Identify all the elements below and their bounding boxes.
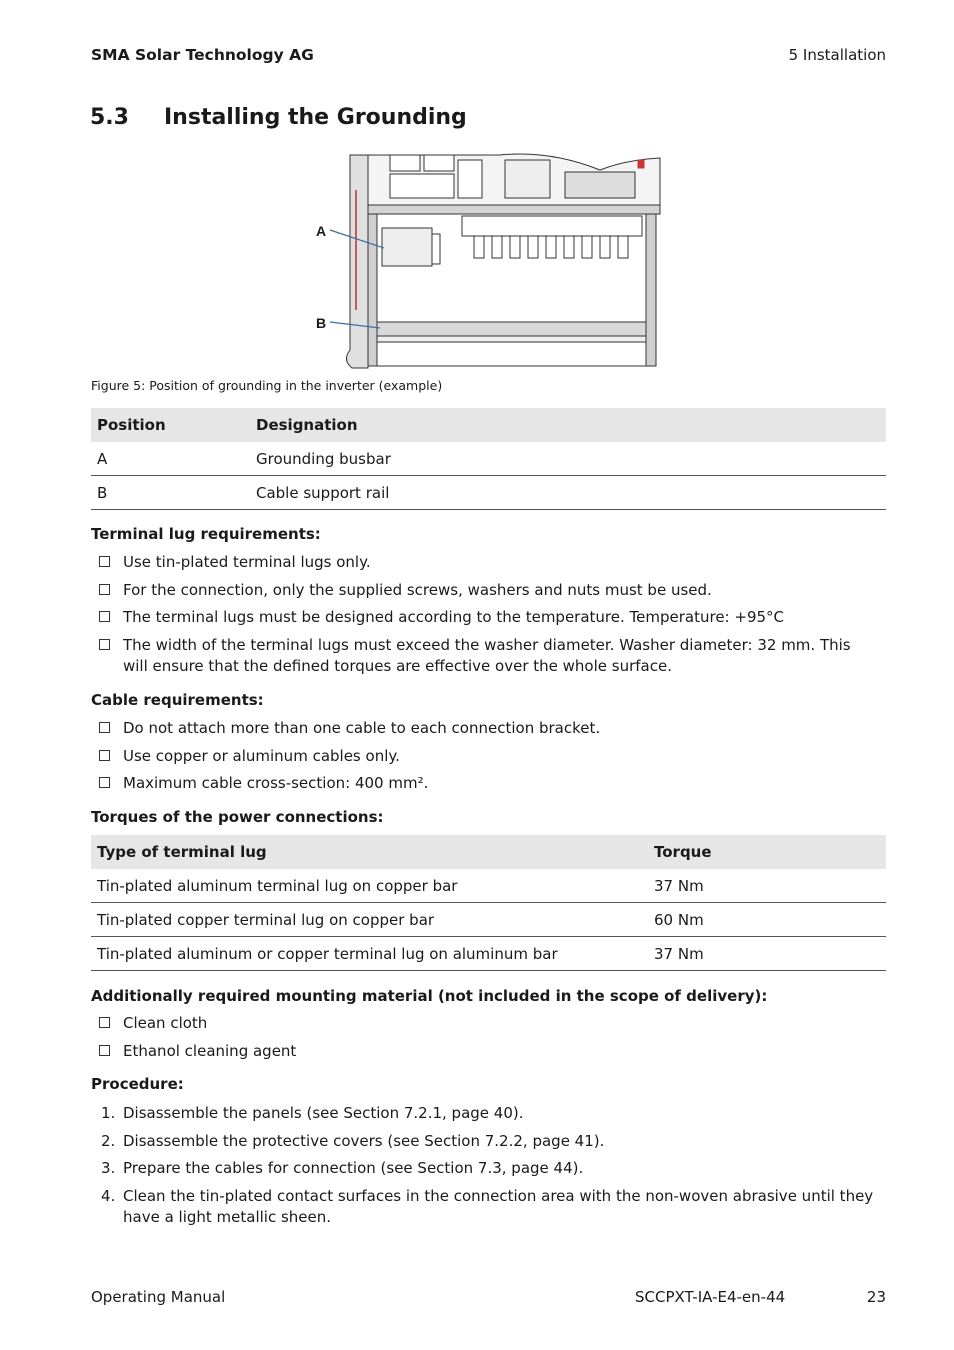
checkbox-icon (99, 777, 110, 788)
procedure-steps (99, 1103, 879, 1234)
checkbox-icon (99, 584, 110, 595)
table-cell: Tin-plated aluminum or copper terminal lug on aluminum bar (91, 937, 648, 971)
checkbox-icon (99, 722, 110, 733)
figure-label-a: A (316, 223, 327, 239)
table-row (91, 869, 886, 903)
table-cell: Cable support rail (250, 476, 886, 510)
table-cell: 37 Nm (648, 937, 886, 971)
table-cell: Tin-plated copper terminal lug on copper bar (91, 903, 648, 937)
inverter-grounding-figure (316, 150, 665, 372)
checkbox-icon (99, 1017, 110, 1028)
list-item: Use copper or aluminum cables only. (99, 746, 879, 767)
checkbox-icon (99, 611, 110, 622)
header-chapter: 5 Installation (788, 46, 886, 64)
position-table (91, 408, 886, 510)
checkbox-icon (99, 750, 110, 761)
table-cell: B (91, 476, 250, 510)
header-company: SMA Solar Technology AG (91, 46, 314, 64)
list-item: Clean cloth (99, 1013, 879, 1034)
list-item: Do not attach more than one cable to each connection bracket. (99, 718, 879, 739)
table-header: Position (91, 408, 250, 442)
terminal-lug-list (99, 552, 879, 683)
list-item: Use tin-plated terminal lugs only. (99, 552, 879, 573)
torques-table (91, 835, 886, 971)
table-row (91, 937, 886, 971)
terminal-lug-heading: Terminal lug requirements: (91, 525, 321, 543)
figure-label-b: B (316, 315, 327, 331)
table-cell: 37 Nm (648, 869, 886, 903)
list-item: 1. Disassemble the panels (see Section 7.2.1, page 40). (101, 1104, 524, 1122)
table-header-row (91, 408, 886, 442)
footer-page-number: 23 (866, 1288, 886, 1306)
checkbox-icon (99, 639, 110, 650)
list-item: 4. Clean the tin-plated contact surfaces in the connection area with the non-woven abrasive until they have a light metallic sheen. (101, 1186, 874, 1226)
material-list (99, 1013, 879, 1068)
footer-manual: Operating Manual (91, 1288, 226, 1306)
list-item: 3. Prepare the cables for connection (see Section 7.3, page 44). (101, 1159, 584, 1177)
list-item: For the connection, only the supplied screws, washers and nuts must be used. (99, 580, 879, 601)
table-header: Type of terminal lug (91, 835, 648, 869)
table-header: Designation (250, 408, 886, 442)
cable-list (99, 718, 879, 801)
checkbox-icon (99, 556, 110, 567)
table-header: Torque (648, 835, 886, 869)
table-cell: Tin-plated aluminum terminal lug on copper bar (91, 869, 648, 903)
list-item: 2. Disassemble the protective covers (see Section 7.2.2, page 41). (101, 1131, 605, 1150)
list-item: Ethanol cleaning agent (99, 1041, 879, 1062)
table-row (91, 442, 886, 476)
table-cell: 60 Nm (648, 903, 886, 937)
table-cell: A (91, 442, 250, 476)
figure-caption: Figure 5: Position of grounding in the inverter (example) (91, 378, 443, 393)
section-title: Installing the Grounding (164, 105, 467, 130)
checkbox-icon (99, 1045, 110, 1056)
section-number: 5.3 (90, 105, 129, 130)
table-cell: Grounding busbar (250, 442, 886, 476)
procedure-heading: Procedure: (91, 1075, 184, 1093)
cable-heading: Cable requirements: (91, 691, 264, 709)
table-header-row (91, 835, 886, 869)
footer-doc-id: SCCPXT-IA-E4-en-44 (635, 1288, 786, 1306)
list-item: Maximum cable cross-section: 400 mm². (99, 773, 879, 794)
material-heading: Additionally required mounting material (not included in the scope of delivery): (91, 987, 768, 1005)
list-item: The width of the terminal lugs must exceed the washer diameter. Washer diameter: 32 mm. This will ensure that the defined torques are effective over the whole surface. (99, 635, 879, 677)
table-row (91, 903, 886, 937)
torques-heading: Torques of the power connections: (91, 808, 384, 826)
list-item: The terminal lugs must be designed according to the temperature. Temperature: +95°C (99, 607, 879, 628)
table-row (91, 476, 886, 510)
